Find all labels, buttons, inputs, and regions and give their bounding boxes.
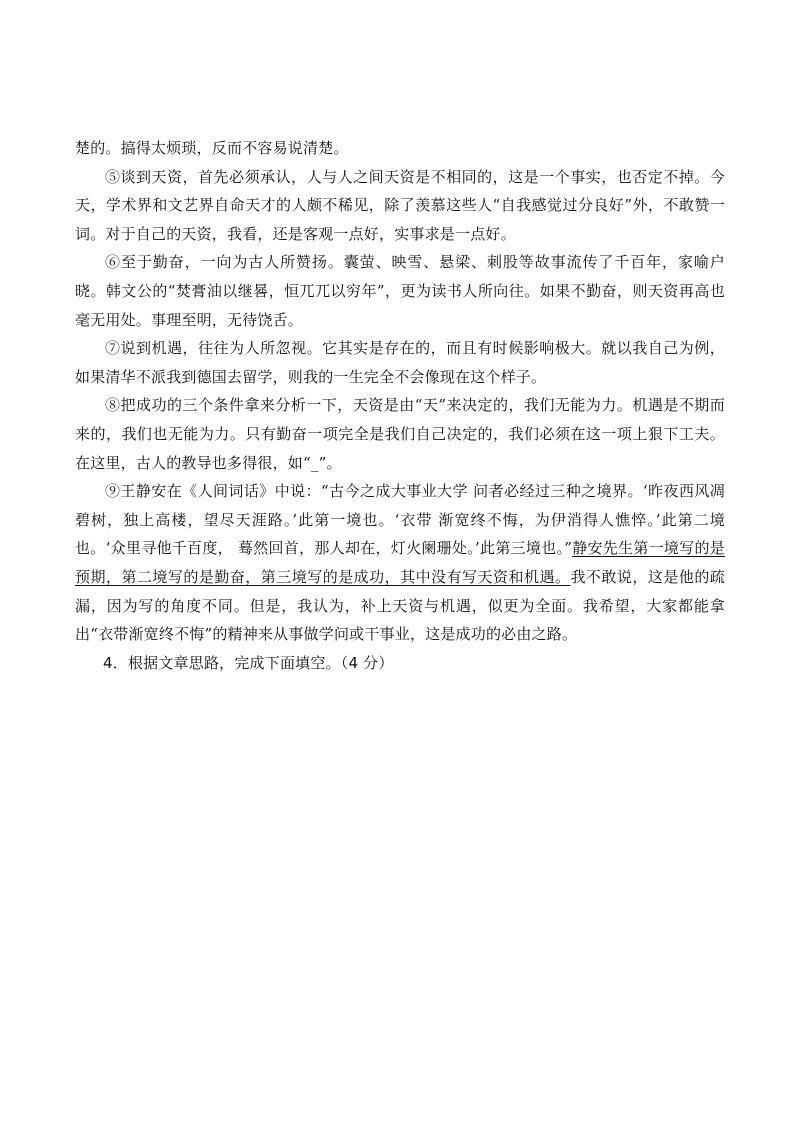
paragraph-6: ⑥至于勤奋，一向为古人所赞扬。囊萤、映雪、悬梁、刺股等故事流传了千百年，家喻户晓。韩文公的“焚膏油以继晷，恒兀兀以穷年”，更为读书人所向往。如果不勤奋，则天资再高也毫无用处。事理至明，无待饶舌。 [75,253,725,329]
paragraph-8: ⑧把成功的三个条件拿来分析一下，天资是由“天”来决定的，我们无能为力。机遇是不期而来的，我们也无能为力。只有勤奋一项完全是我们自己决定的，我们必须在这一项上狠下工夫。在这里，古人的教导也多得很，如“_”。 [75,396,725,472]
paragraph-9 [75,477,725,649]
paragraph-9-quote: ⑨王静安在《人间词话》中说：“古今之成大事业大学 问者必经过三种之境界。‘昨夜西风凋碧树，独上高楼，望尽天涯路。’此第一境也。‘衣带 渐宽终不悔，为伊消得人憔悴。’此第二境也。‘众里寻他千百度， 蓦然回首，那人却在，灯火阑珊处。’此第三境也。” [75,482,725,558]
paragraph-9-conclusion: 我不敢说，这是他的疏漏，因为写的角度不同。但是，我认为，补上天资与机遇，似更为全面。我希望，大家都能拿出“衣带渐宽终不悔”的精神来从事做学问或干事业，这是成功的必由之路。 [75,567,725,644]
question-4: 4．根据文章思路，完成下面填空。（4 分） [103,653,394,672]
paragraph-7: ⑦说到机遇，往往为人所忽视。它其实是存在的，而且有时候影响极大。就以我自己为例，如果清华不派我到德国去留学，则我的一生完全不会像现在这个样子。 [75,339,725,386]
paragraph-5: ⑤谈到天资，首先必须承认，人与人之间天资是不相同的，这是一个事实，也否定不掉。今天，学术界和文艺界自命天才的人颇不稀见，除了羡慕这些人“自我感觉过分良好”外，不敢赞一词。对于自己的天资，我看，还是客观一点好，实事求是一点好。 [75,167,725,243]
paragraph-9-underlined-sentence: 静安先生第一境写的是预期，第二境写的是勤奋，第三境写的是成功，其中没有写天资和机遇。 [75,539,725,586]
paragraph-4-tail: 楚的。搞得太烦琐，反而不容易说清楚。 [75,139,349,157]
article-body [75,134,725,677]
